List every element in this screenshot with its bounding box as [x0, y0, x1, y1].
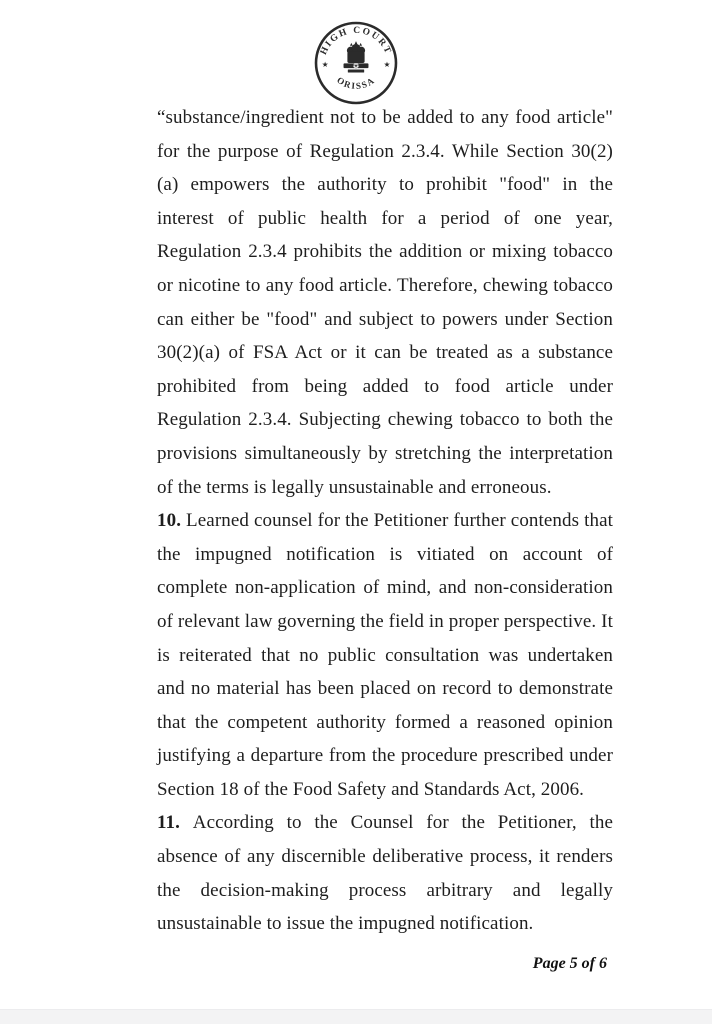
paragraph	[157, 101, 613, 504]
paragraph-text: According to the Counsel for the Petitioner, the absence of any discernible deliberative process, it renders the decision-making process arbitrary and legally unsustainable to issue the impugned notification.	[157, 812, 613, 935]
paragraph	[157, 806, 613, 940]
paragraph	[157, 504, 613, 806]
high-court-orissa-seal	[313, 20, 399, 106]
paragraph-text: Learned counsel for the Petitioner further contends that the impugned notification is vitiated on account of complete non-application of mind, and non-consideration of relevant law governing the field in proper perspective. It is reiterated that no public consultation was undertaken and no material has been placed on record to demonstrate that the competent authority formed a reasoned opinion justifying a departure from the procedure prescribed under Section 18 of the Food Safety and Standards Act, 2006.	[157, 510, 613, 800]
paragraph-text: “substance/ingredient not to be added to any food article" for the purpose of Regulation 2.3.4. While Section 30(2)(a) empowers the authority to prohibit "food" in the interest of public health for a period of one year, Regulation 2.3.4 prohibits the addition or mixing tobacco or nicotine to any food article. Therefore, chewing tobacco can either be "food" and subject to powers under Section 30(2)(a) of FSA Act or it can be treated as a substance prohibited from being added to food article under Regulation 2.3.4. Subjecting chewing tobacco to both the provisions simultaneously by stretching the interpretation of the terms is legally unsustainable and erroneous.	[157, 107, 613, 498]
paragraph-number: 11.	[157, 812, 181, 834]
page-number: Page 5 of 6	[532, 955, 607, 972]
seal-graphic	[313, 20, 399, 106]
seal-star-left-icon: ★	[321, 59, 329, 69]
bottom-strip	[0, 1009, 712, 1024]
seal-star-right-icon: ★	[383, 59, 391, 69]
judgment-body	[157, 101, 613, 941]
lion-capital-icon	[344, 41, 369, 72]
seal-top-text: HIGH COURT	[318, 25, 394, 57]
paragraph-number: 10.	[157, 510, 182, 532]
seal-bottom-text: ORISSA	[335, 74, 377, 91]
